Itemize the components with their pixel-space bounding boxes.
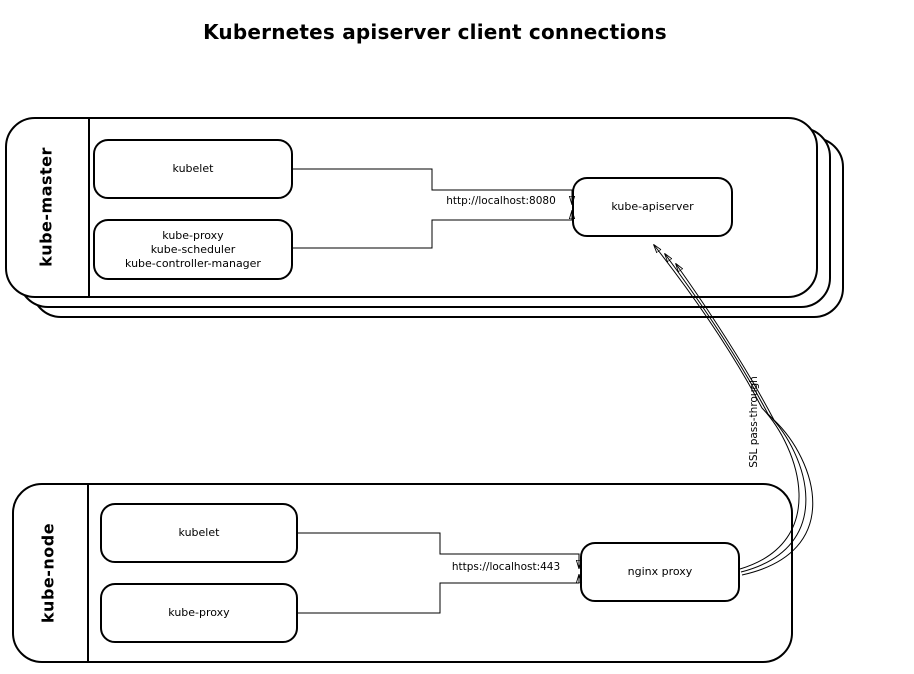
node-label-kube-proxy-node: kube-proxy [168,606,230,619]
cluster-label-kube-master: kube-master [36,147,56,267]
edge-label-https: https://localhost:443 [451,561,561,573]
node-label-kube-proxy-master: kube-proxy [162,228,224,242]
node-label-kubelet-master: kubelet [172,162,214,175]
node-box-nginx-proxy [580,542,740,602]
edge-label-http: http://localhost:8080 [446,195,556,207]
node-box-kubelet-node [100,503,298,563]
node-box-kubelet-master [93,139,293,199]
node-label-kube-apiserver: kube-apiserver [611,200,694,213]
node-box-control-plane-group [93,219,293,280]
node-box-kube-apiserver [572,177,733,237]
node-label-nginx-proxy: nginx proxy [627,565,693,578]
node-label-kubelet-node: kubelet [178,526,220,539]
node-label-kube-scheduler: kube-scheduler [150,242,236,256]
page-title: Kubernetes apiserver client connections [203,20,667,44]
kube-master-divider [88,119,90,296]
node-box-kube-proxy-node [100,583,298,643]
node-label-kube-controller-manager: kube-controller-manager [125,256,261,270]
edge-label-ssl-passthrough: SSL pass-through [748,376,760,468]
kube-node-divider [87,485,89,661]
cluster-label-kube-node: kube-node [38,522,58,624]
